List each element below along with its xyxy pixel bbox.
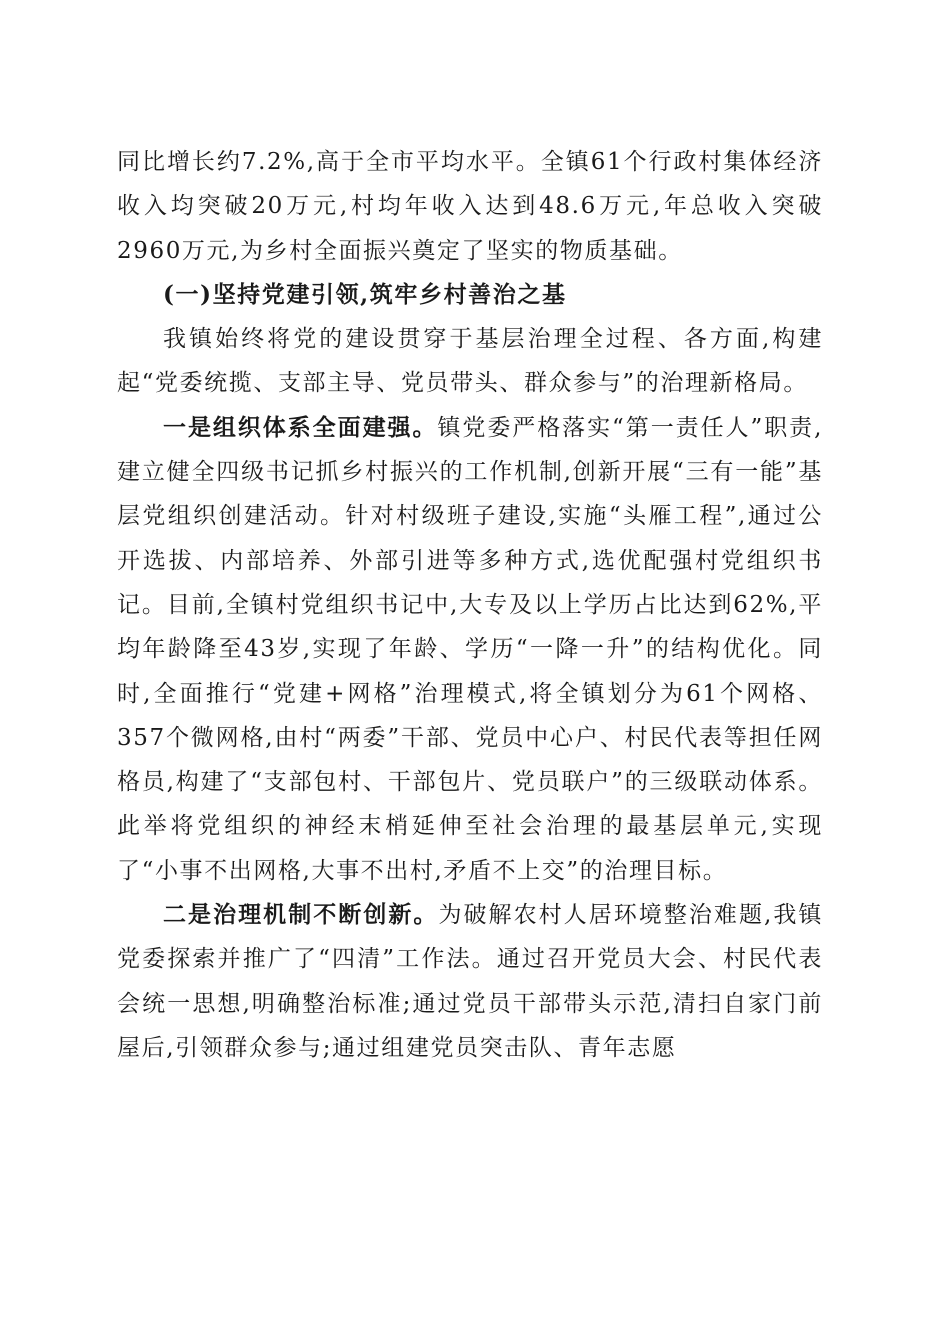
intro-text: 我镇始终将党的建设贯穿于基层治理全过程、各方面,构建起“党委统揽、支部主导、党员带头、群众参与”的治理新格局。 — [117, 326, 823, 397]
mechanism-lead: 二是治理机制不断创新。 — [163, 901, 439, 929]
organization-text: 镇党委严格落实“第一责任人”职责,建立健全四级书记抓乡村振兴的工作机制,创新开展“三有一能”基层党组织创建活动。针对村级班子建设,实施“头雁工程”,通过公开选拔、内部培养、外部引进等多种方式,选优配强村党组织书记。目前,全镇村党组织书记中,大专及以上学历占比达到62%,平均年龄降至43岁,实现了年龄、学历“一降一升”的结构优化。同时,全面推行“党建+网格”治理模式,将全镇划分为61个网格、357个微网格,由村“两委”干部、党员中心户、村民代表等担任网格员,构建了“支部包村、干部包片、党员联户”的三级联动体系。此举将党组织的神经末梢延伸至社会治理的最基层单元,实现了“小事不出网格,大事不出村,矛盾不上交”的治理目标。 — [117, 414, 823, 884]
intro-paragraph — [117, 317, 823, 406]
organization-lead: 一是组织体系全面建强。 — [163, 413, 438, 441]
organization-paragraph — [117, 406, 823, 893]
document-body — [117, 140, 823, 1070]
mechanism-text: 为破解农村人居环境整治难题,我镇党委探索并推广了“四清”工作法。通过召开党员大会、村民代表会统一思想,明确整治标准;通过党员干部带头示范,清扫自家门前屋后,引领群众参与;通过组建党员突击队、青年志愿 — [117, 902, 823, 1061]
section-heading — [117, 273, 823, 317]
continuation-text: 同比增长约7.2%,高于全市平均水平。全镇61个行政村集体经济收入均突破20万元,村均年收入达到48.6万元,年总收入突破2960万元,为乡村全面振兴奠定了坚实的物质基础。 — [117, 149, 823, 264]
section-heading-text: (一)坚持党建引领,筑牢乡村善治之基 — [163, 280, 567, 308]
mechanism-paragraph — [117, 893, 823, 1070]
continuation-paragraph — [117, 140, 823, 273]
